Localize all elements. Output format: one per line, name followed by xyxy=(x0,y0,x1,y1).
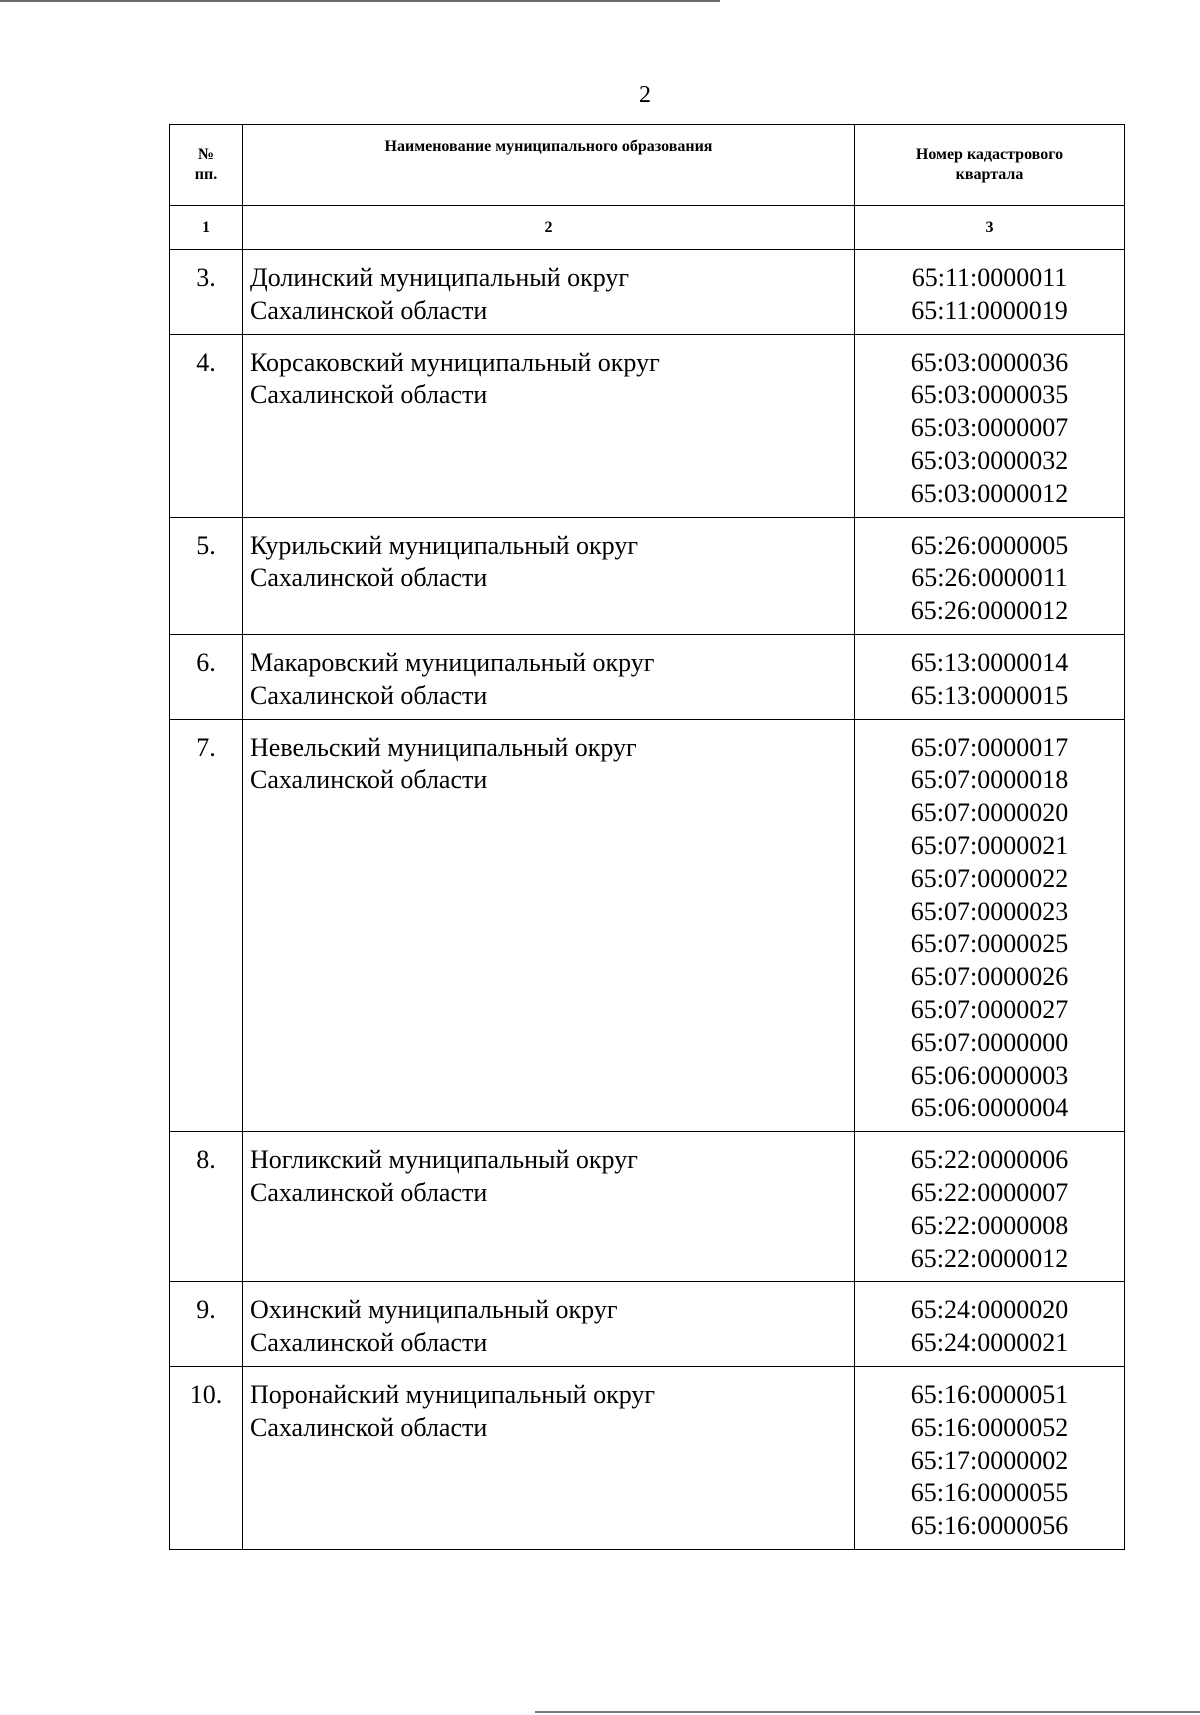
cadastral-code: 65:07:0000025 xyxy=(910,929,1069,959)
row-number: 10. xyxy=(170,1366,243,1549)
page-number: 2 xyxy=(639,82,651,108)
cadastral-code: 65:24:0000021 xyxy=(910,1328,1069,1358)
column-number-3: 3 xyxy=(855,206,1125,250)
municipality-name xyxy=(243,719,855,1132)
cadastral-code: 65:22:0000008 xyxy=(910,1210,1069,1240)
cadastral-code: 65:17:0000002 xyxy=(910,1445,1069,1475)
municipality-name-line: Сахалинской области xyxy=(250,380,488,410)
cadastral-table xyxy=(169,124,1125,1550)
cadastral-codes xyxy=(855,250,1125,335)
header-row xyxy=(170,125,1125,206)
municipality-name-line: Сахалинской области xyxy=(250,563,488,593)
cadastral-code: 65:26:0000005 xyxy=(910,530,1069,560)
cadastral-code: 65:07:0000020 xyxy=(910,798,1069,828)
table-row xyxy=(170,719,1125,1132)
row-number: 3. xyxy=(170,250,243,335)
cadastral-code: 65:03:0000035 xyxy=(910,380,1069,410)
municipality-name xyxy=(243,1282,855,1367)
cadastral-code: 65:22:0000012 xyxy=(910,1243,1069,1273)
cadastral-code: 65:26:0000011 xyxy=(911,563,1068,593)
cadastral-codes xyxy=(855,1366,1125,1549)
cadastral-code: 65:03:0000032 xyxy=(910,445,1069,475)
cadastral-code: 65:03:0000007 xyxy=(910,413,1069,443)
cadastral-code: 65:16:0000052 xyxy=(910,1412,1069,1442)
municipality-name xyxy=(243,250,855,335)
cadastral-code: 65:06:0000003 xyxy=(910,1060,1069,1090)
table-row xyxy=(170,250,1125,335)
municipality-name-line: Сахалинской области xyxy=(250,295,488,325)
column-number-row xyxy=(170,206,1125,250)
table-row xyxy=(170,1282,1125,1367)
cadastral-codes xyxy=(855,1132,1125,1282)
cadastral-code: 65:07:0000021 xyxy=(910,830,1069,860)
row-number: 4. xyxy=(170,334,243,517)
row-number: 9. xyxy=(170,1282,243,1367)
header-name: Наименование муниципального образования xyxy=(243,125,855,206)
cadastral-code: 65:16:0000056 xyxy=(910,1511,1069,1541)
table-row xyxy=(170,1366,1125,1549)
cadastral-codes xyxy=(855,719,1125,1132)
municipality-name xyxy=(243,634,855,719)
cadastral-codes xyxy=(855,517,1125,634)
municipality-name xyxy=(243,1132,855,1282)
cadastral-codes xyxy=(855,1282,1125,1367)
cadastral-code: 65:13:0000015 xyxy=(910,680,1069,710)
municipality-name-line: Макаровский муниципальный округ xyxy=(250,647,655,677)
cadastral-code: 65:03:0000012 xyxy=(910,478,1069,508)
cadastral-code: 65:13:0000014 xyxy=(910,647,1069,677)
municipality-name-line: Сахалинской области xyxy=(250,680,488,710)
cadastral-code: 65:03:0000036 xyxy=(910,347,1069,377)
municipality-name-line: Сахалинской области xyxy=(250,1328,488,1358)
header-codes: Номер кадастрового квартала xyxy=(855,125,1125,206)
row-number: 5. xyxy=(170,517,243,634)
cadastral-code: 65:11:0000019 xyxy=(911,295,1068,325)
cadastral-code: 65:07:0000000 xyxy=(910,1027,1069,1057)
municipality-name-line: Поронайский муниципальный округ xyxy=(250,1379,656,1409)
column-number-1: 1 xyxy=(170,206,243,250)
row-number: 8. xyxy=(170,1132,243,1282)
table-row xyxy=(170,1132,1125,1282)
cadastral-codes xyxy=(855,334,1125,517)
table-row xyxy=(170,517,1125,634)
cadastral-code: 65:07:0000018 xyxy=(910,765,1069,795)
municipality-name-line: Охинский муниципальный округ xyxy=(250,1295,618,1325)
cadastral-code: 65:07:0000023 xyxy=(910,896,1069,926)
municipality-name-line: Долинский муниципальный округ xyxy=(250,263,630,292)
row-number: 6. xyxy=(170,634,243,719)
cadastral-code: 65:11:0000011 xyxy=(911,263,1068,292)
municipality-name-line: Сахалинской области xyxy=(250,1412,488,1442)
scan-edge-line-bottom xyxy=(535,1711,1200,1713)
municipality-name-line: Сахалинской области xyxy=(250,765,488,795)
row-number: 7. xyxy=(170,719,243,1132)
municipality-name-line: Ногликский муниципальный округ xyxy=(250,1145,638,1175)
cadastral-code: 65:22:0000006 xyxy=(910,1145,1069,1175)
municipality-name-line: Корсаковский муниципальный округ xyxy=(250,347,660,377)
cadastral-code: 65:16:0000051 xyxy=(910,1379,1069,1409)
cadastral-code: 65:26:0000012 xyxy=(910,596,1069,626)
table-row xyxy=(170,634,1125,719)
table-row xyxy=(170,334,1125,517)
municipality-name-line: Сахалинской области xyxy=(250,1177,488,1207)
municipality-name xyxy=(243,334,855,517)
cadastral-code: 65:22:0000007 xyxy=(910,1177,1069,1207)
cadastral-code: 65:24:0000020 xyxy=(910,1295,1069,1325)
header-num: № пп. xyxy=(170,125,243,206)
column-number-2: 2 xyxy=(243,206,855,250)
cadastral-code: 65:07:0000026 xyxy=(910,962,1069,992)
cadastral-code: 65:16:0000055 xyxy=(910,1478,1069,1508)
cadastral-codes xyxy=(855,634,1125,719)
municipality-name xyxy=(243,517,855,634)
municipality-name-line: Невельский муниципальный округ xyxy=(250,732,637,762)
scan-edge-line-top xyxy=(0,0,720,2)
municipality-name-line: Курильский муниципальный округ xyxy=(250,530,639,560)
cadastral-code: 65:07:0000017 xyxy=(910,732,1069,762)
municipality-name xyxy=(243,1366,855,1549)
cadastral-code: 65:06:0000004 xyxy=(910,1093,1069,1123)
cadastral-code: 65:07:0000027 xyxy=(910,994,1069,1024)
cadastral-code: 65:07:0000022 xyxy=(910,863,1069,893)
